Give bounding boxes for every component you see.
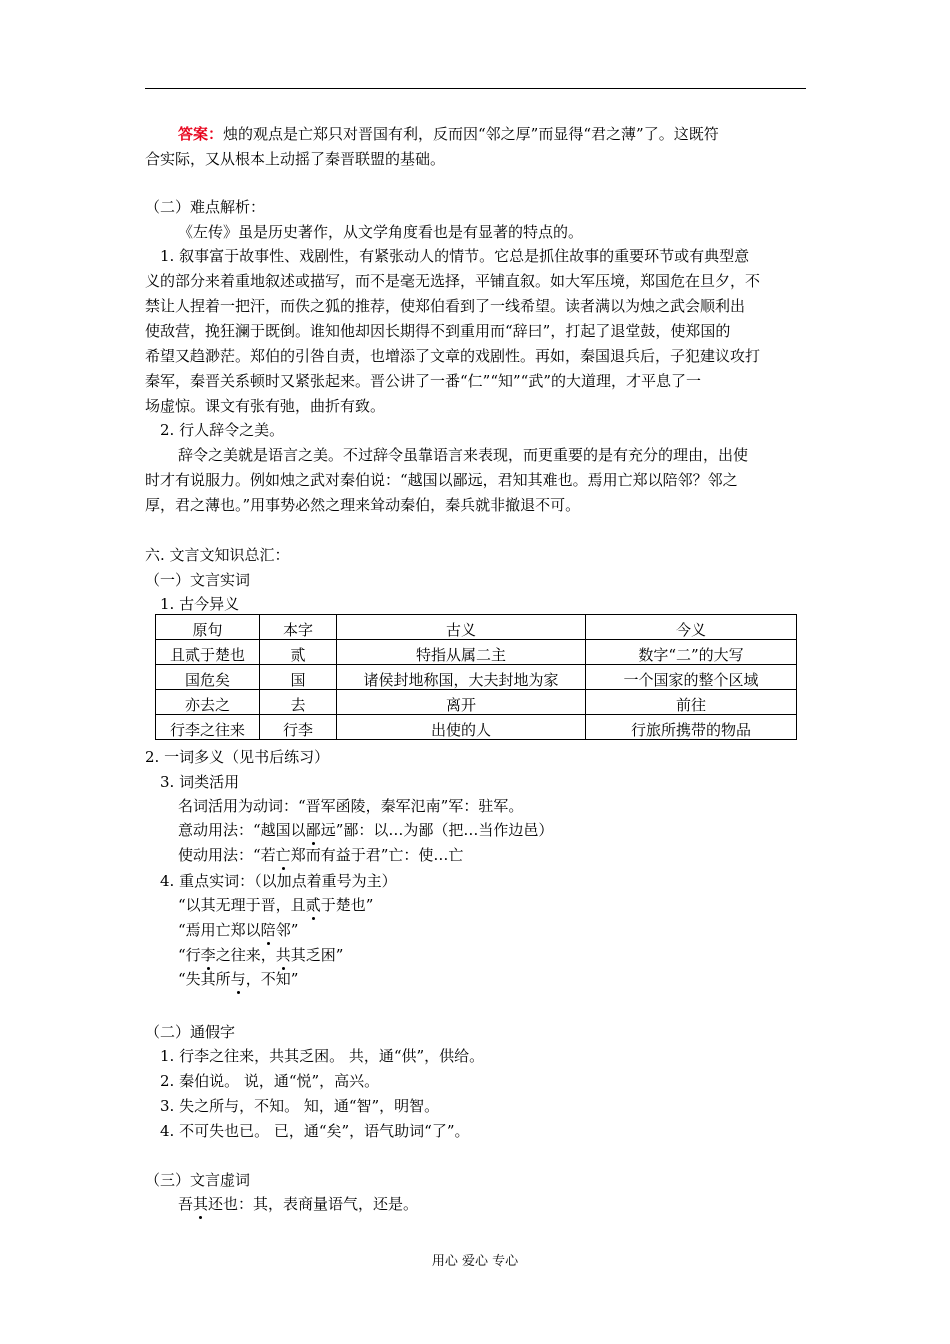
- text-segment: ，不知”: [245, 970, 299, 988]
- table-cell: 国: [260, 665, 337, 690]
- table-header-cell: 本字: [260, 615, 337, 640]
- answer-line-1: [178, 124, 719, 146]
- text-segment: 之往来，: [215, 946, 276, 964]
- difficulty-p2-line: 辞令之美就是语言之美。不过辞令虽靠语言来表现，而更重要的是有充分的理由，出使: [178, 446, 749, 464]
- table-row: [156, 640, 797, 665]
- table-cell: 离开: [337, 690, 586, 715]
- table-cell: 出使的人: [337, 715, 586, 740]
- xuci-line: [178, 1194, 418, 1216]
- difficulty-p1-line: 秦军，秦晋关系顿时又紧张起来。晋公讲了一番“仁”“知”“武”的大道理，才平息了一: [145, 372, 702, 390]
- table-cell: 一个国家的整个区域: [586, 665, 797, 690]
- section6-heading: 六. 文言文知识总汇：: [145, 546, 290, 564]
- table-cell: 去: [260, 690, 337, 715]
- answer-text-1: 烛的观点是亡郑只对晋国有利，反而因“邻之厚”而显得“君之薄”了。这既符: [223, 125, 719, 143]
- tongjia-item: 3. 失之所与，不知。 知，通“智”，明智。: [160, 1097, 440, 1115]
- dotted-char: 贰: [305, 896, 321, 914]
- table-cell: 行李: [260, 715, 337, 740]
- text-segment: “行: [178, 946, 201, 964]
- difficulty-p1-line: 使敌营，挽狂澜于既倒。谁知他却因长期得不到重用而“辞曰”，打起了退堂鼓，使郑国的: [145, 322, 731, 340]
- section6-item3: 3. 词类活用: [160, 773, 240, 791]
- text-segment: 使动用法：“若: [178, 846, 276, 864]
- table-cell: 前往: [586, 690, 797, 715]
- text-segment: “焉用亡郑以: [178, 921, 261, 939]
- text-segment: “失其所: [178, 970, 231, 988]
- table-cell: 诸侯封地称国，大夫封地为家: [337, 665, 586, 690]
- tongjia-item: 2. 秦伯说。 说，通“悦”，高兴。: [160, 1072, 380, 1090]
- dotted-char: 其: [193, 1195, 209, 1213]
- table-cell: 特指从属二主: [337, 640, 586, 665]
- quote-line: [178, 969, 298, 991]
- answer-label: 答案：: [178, 125, 224, 143]
- difficulty-p1-line: 场虚惊。课文有张有弛，曲折有致。: [145, 397, 386, 415]
- text-segment: 于楚也”: [320, 896, 374, 914]
- quote-line: [178, 920, 298, 942]
- table-cell: 亦去之: [156, 690, 260, 715]
- text-segment: “以其无理于晋，且: [178, 896, 306, 914]
- text-segment: 邻”: [275, 921, 299, 939]
- usage-noun-verb: 名词活用为动词：“晋军函陵，秦军氾南”军：驻军。: [178, 797, 524, 815]
- quote-line: [178, 895, 373, 917]
- table-cell: 贰: [260, 640, 337, 665]
- difficulty-p2-line: 时才有说服力。例如烛之武对秦伯说：“越国以鄙远，君知其难也。焉用亡郑以陪邻？邻之: [145, 471, 738, 489]
- dotted-char: 亡: [275, 846, 291, 864]
- table-header-cell: 古义: [337, 615, 586, 640]
- text-segment: 意动用法：“越国以: [178, 821, 306, 839]
- section6-item2: 2. 一词多义（见书后练习）: [145, 748, 330, 766]
- gujin-table: [155, 614, 797, 740]
- section6-item4: 4. 重点实词：（以加点着重号为主）: [160, 872, 397, 890]
- header-rule: [145, 88, 806, 89]
- table-header-cell: 今义: [586, 615, 797, 640]
- text-segment: 还也：其，表商量语气，还是。: [208, 1195, 419, 1213]
- dotted-char: 与: [230, 970, 246, 988]
- text-segment: 远”鄙：以…为鄙（把…当作边邑）: [320, 821, 554, 839]
- table-cell: 且贰于楚也: [156, 640, 260, 665]
- table-row: [156, 665, 797, 690]
- table-header-row: [156, 615, 797, 640]
- tongjia-item: 1. 行李之往来，共其乏困。 共，通“供”，供给。: [160, 1047, 485, 1065]
- text-segment: 郑而有益于君”亡：使…亡: [290, 846, 464, 864]
- usage-shidong: [178, 845, 463, 867]
- table-row: [156, 715, 797, 740]
- difficulty-p1-line: 希望又趋渺茫。郑伯的引咎自责，也增添了文章的戏剧性。再如，秦国退兵后，子犯建议攻打: [145, 347, 761, 365]
- usage-yidong: [178, 820, 553, 842]
- quote-line: [178, 945, 343, 967]
- difficulty-intro: 《左传》虽是历史著作，从文学角度看也是有显著的特点的。: [178, 223, 584, 241]
- dotted-char: 共: [275, 946, 291, 964]
- table-row: [156, 690, 797, 715]
- dotted-char: 鄙: [305, 821, 321, 839]
- section6-sub3: （三）文言虚词: [145, 1171, 251, 1189]
- difficulty-p2-heading: 2. 行人辞令之美。: [160, 421, 285, 439]
- table-cell: 数字“二”的大写: [586, 640, 797, 665]
- dotted-char: 李: [200, 946, 216, 964]
- page-footer: 用心 爱心 专心: [431, 1254, 519, 1269]
- table-cell: 行旅所携带的物品: [586, 715, 797, 740]
- difficulty-p2-line: 厚，君之薄也。”用事势必然之理来耸动秦伯，秦兵就非撤退不可。: [145, 496, 581, 514]
- text-segment: 其乏困”: [290, 946, 344, 964]
- table-cell: 国危矣: [156, 665, 260, 690]
- section6-sub1: （一）文言实词: [145, 571, 251, 589]
- answer-line-2: 合实际，又从根本上动摇了秦晋联盟的基础。: [145, 150, 446, 168]
- difficulty-p1-line: 禁让人捏着一把汗，而佚之狐的推荐，使郑伯看到了一线希望。读者满以为烛之武会顺利出: [145, 297, 746, 315]
- section6-sub2: （二）通假字: [145, 1023, 236, 1041]
- difficulty-heading: （二）难点解析：: [145, 198, 266, 216]
- table-cell: 行李之往来: [156, 715, 260, 740]
- tongjia-item: 4. 不可失也已。 已，通“矣”，语气助词“了”。: [160, 1122, 470, 1140]
- difficulty-p1-line: 义的部分来着重地叙述或描写，而不是毫无选择，平铺直叙。如大军压境，郑国危在旦夕，不: [145, 272, 761, 290]
- difficulty-p1-line: 1. 叙事富于故事性、戏剧性，有紧张动人的情节。它总是抓住故事的重要环节或有典型意: [160, 247, 750, 265]
- section6-item1: 1. 古今异义: [160, 595, 240, 613]
- dotted-char: 陪: [260, 921, 276, 939]
- table-header-cell: 原句: [156, 615, 260, 640]
- text-segment: 吾: [178, 1195, 194, 1213]
